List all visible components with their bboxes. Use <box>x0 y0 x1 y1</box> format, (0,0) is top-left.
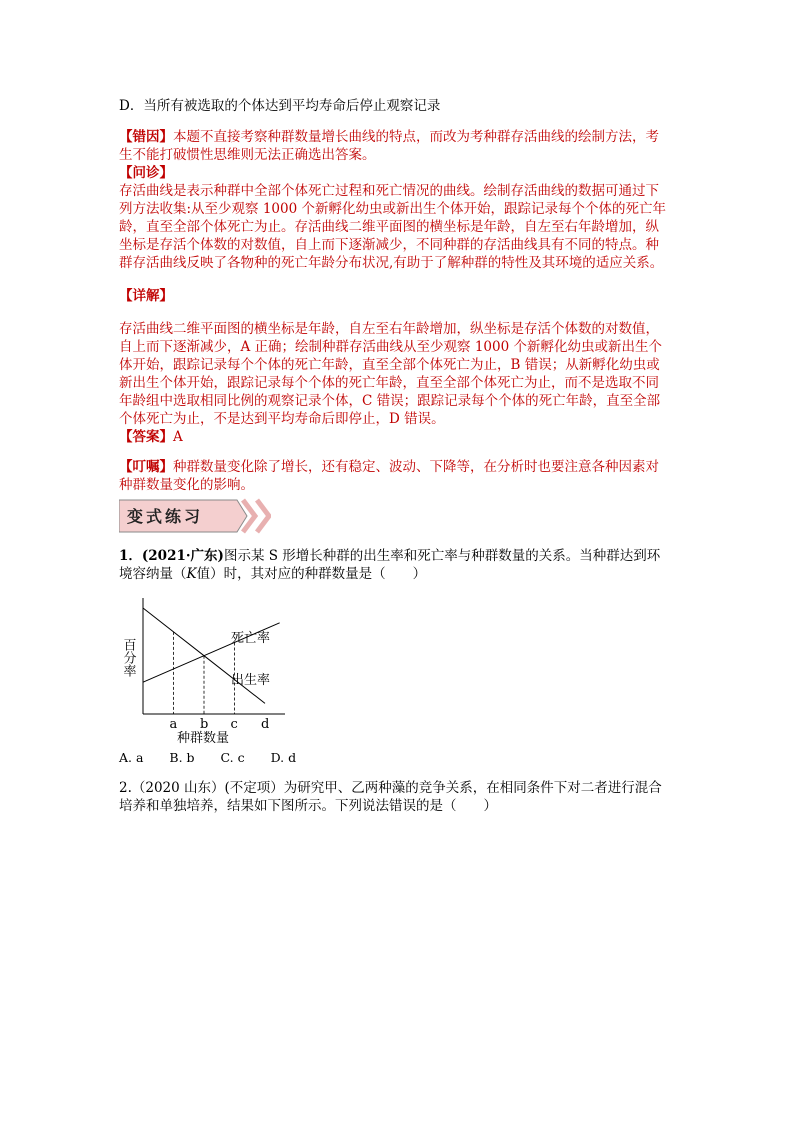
q1-chart <box>115 590 305 750</box>
wenzhen-line-1: 存活曲线是表示种群中全部个体死亡过程和死亡情况的曲线。绘制存活曲线的数据可通过下 <box>119 183 659 199</box>
xiangjie-line-4: 新出生个体开始，跟踪记录每个个体的死亡年龄，直至全部个体死亡为止，而不是选取不同 <box>119 375 659 391</box>
wenzhen-section <box>119 164 679 272</box>
x-tick-d: d <box>261 717 270 732</box>
daan-tag: 【答案】 <box>119 429 173 445</box>
q1-text-1: 图示某 S 形增长种群的出生率和死亡率与种群数量的关系。当种群达到环 <box>223 548 661 564</box>
dingning-line-1 <box>119 458 679 476</box>
question-1 <box>119 547 679 583</box>
option-d <box>119 97 679 115</box>
wenzhen-line-5: 群存活曲线反映了各物种的死亡年龄分布状况,有助于了解种群的特性及其环境的适应关系。 <box>119 255 664 271</box>
q1-line-2 <box>119 565 679 583</box>
xiangjie-line-3: 体开始，跟踪记录每个个体的死亡年龄，直至全部个体死亡为止，B 错误；从新孵化幼虫或 <box>119 357 660 373</box>
xiangjie-line-5: 年龄组中选取相同比例的观察记录个体，C 错误；跟踪记录每个个体的死亡年龄，直至全部 <box>119 393 661 409</box>
cuoyin-line-2: 生不能打破惯性思维则无法正确选出答案。 <box>119 147 376 163</box>
x-tick-b: b <box>200 717 209 732</box>
q1-k-symbol: K <box>186 566 197 582</box>
dingning-text-1: 种群数量变化除了增长，还有稳定、波动、下降等，在分析时也要注意各种因素对 <box>173 459 659 475</box>
x-tick-labels <box>170 717 270 732</box>
banner-title: 变式练习 <box>127 507 204 526</box>
xiangjie-line-2: 自上而下逐渐减少，A 正确；绘制种群存活曲线从至少观察 1000 个新孵化幼虫或新出生个 <box>119 339 662 355</box>
xiangjie-line-1: 存活曲线二维平面图的横坐标是年龄，自左至右年龄增加，纵坐标是存活个体数的对数值， <box>119 321 659 337</box>
cuoyin-line-1 <box>119 128 679 146</box>
cuoyin-text-1: 本题不直接考察种群数量增长曲线的特点，而改为考种群存活曲线的绘制方法，考 <box>173 129 659 145</box>
xiangjie-body <box>119 320 679 446</box>
q1-text-2b: 值）时，其对应的种群数量是（ ） <box>196 566 427 582</box>
wenzhen-line-3: 龄，直至全部个体死亡为止。存活曲线二维平面图的横坐标是年龄，自左至右年龄增加，纵 <box>119 219 659 235</box>
wenzhen-tag: 【问诊】 <box>119 165 173 181</box>
q2-line-2: 培养和单独培养，结果如下图所示。下列说法错误的是（ ） <box>119 798 497 814</box>
q1-option-a[interactable]: A. a <box>119 750 144 765</box>
xiangjie-section <box>119 287 679 305</box>
option-d-text: D．当所有被选取的个体达到平均寿命后停止观察记录 <box>119 98 441 114</box>
dingning-tag: 【叮嘱】 <box>119 459 173 475</box>
wenzhen-line-4: 坐标是存活个体数的对数值，自上而下逐渐减少，不同种群的存活曲线具有不同的特点。种 <box>119 237 659 253</box>
x-axis-label: 种群数量 <box>177 731 230 746</box>
q1-line-1 <box>119 547 679 565</box>
series-lines <box>143 608 280 703</box>
question-2 <box>119 779 679 815</box>
q1-option-b[interactable]: B. b <box>169 750 195 765</box>
x-tick-a: a <box>169 717 178 732</box>
q1-option-c[interactable]: C. c <box>220 750 245 765</box>
daan-value: A <box>173 429 183 445</box>
y-axis-label: 百分率 <box>120 638 136 677</box>
x-tick-c: c <box>230 717 238 732</box>
dingning-section <box>119 458 679 494</box>
death-rate-label: 死亡率 <box>231 631 271 646</box>
cuoyin-section <box>119 128 679 164</box>
q2-line-1: 2.（2020 山东）(不定项）为研究甲、乙两种藻的竞争关系，在相同条件下对二者进行混合 <box>119 780 662 796</box>
banner-chevron-2 <box>257 500 269 532</box>
dingning-line-2: 种群数量变化的影响。 <box>119 477 254 493</box>
daan-line <box>119 428 679 446</box>
practice-banner <box>119 498 271 534</box>
q1-source: 1．(2021·广东) <box>119 548 224 564</box>
xiangjie-tag: 【详解】 <box>119 288 173 304</box>
wenzhen-line-2: 列方法收集:从至少观察 1000 个新孵化幼虫或新出生个体开始，跟踪记录每个个体的死亡年 <box>119 201 666 217</box>
cuoyin-tag: 【错因】 <box>119 129 173 145</box>
q1-option-d[interactable]: D. d <box>270 750 297 765</box>
q1-options <box>119 750 318 765</box>
q1-text-2a: 境容纳量（ <box>119 566 187 582</box>
birth-rate-line <box>143 608 265 703</box>
xiangjie-line-6: 个体死亡为止，不是达到平均寿命后即停止，D 错误。 <box>119 411 445 427</box>
birth-rate-label: 出生率 <box>231 673 271 688</box>
